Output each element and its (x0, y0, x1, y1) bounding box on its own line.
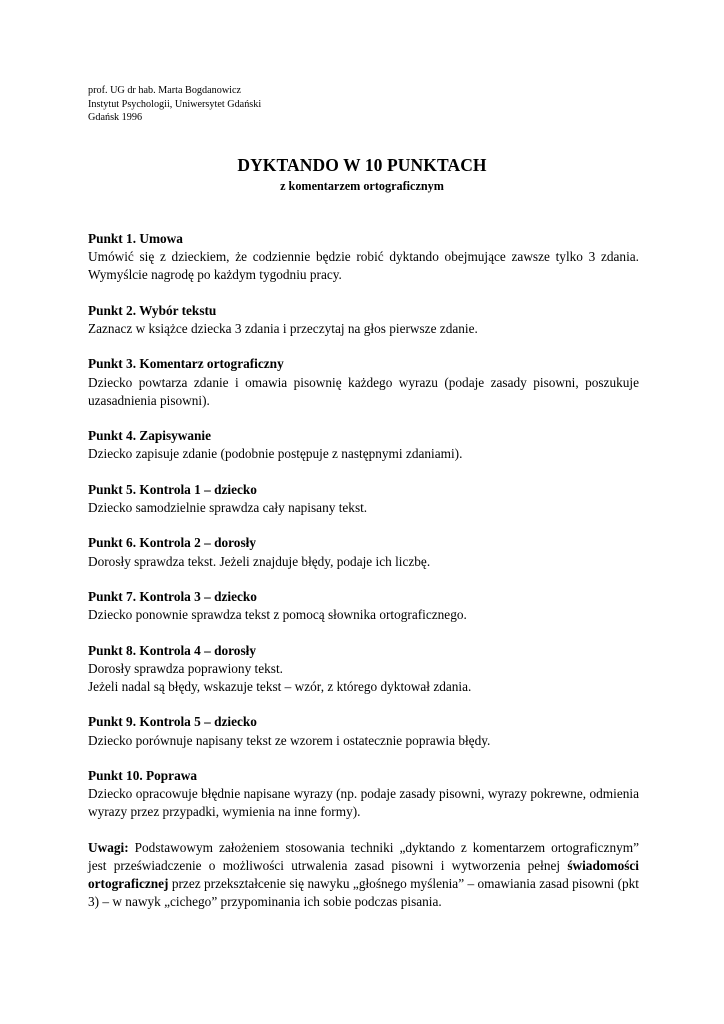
section-item (88, 427, 639, 463)
section-item (88, 481, 639, 517)
document-body (88, 230, 639, 912)
section-paragraph: Zaznacz w książce dziecka 3 zdania i przeczytaj na głos pierwsze zdanie. (88, 321, 478, 336)
section-body (88, 553, 639, 571)
section-heading: Punkt 9. Kontrola 5 – dziecko (88, 714, 257, 730)
section-heading: Punkt 10. Poprawa (88, 767, 197, 783)
section-body (88, 248, 639, 284)
section-item (88, 767, 639, 822)
section-paragraph: Dziecko ponownie sprawdza tekst z pomocą słownika ortograficznego. (88, 607, 467, 623)
section-body (88, 499, 639, 517)
author-place-date: Gdańsk 1996 (88, 112, 143, 123)
section-paragraph: Dziecko powtarza zdanie i omawia pisownię każdego wyrazu (podaje zasady pisowni, poszukuje uzasadnienia pisowni). (88, 374, 639, 408)
section-body (88, 785, 639, 821)
notes-emphasis: świadomości ortograficznej (88, 857, 639, 892)
section-item (88, 713, 639, 749)
author-info (88, 84, 261, 125)
author-name: prof. UG dr hab. Marta Bogdanowicz (88, 85, 242, 96)
section-item (88, 642, 639, 697)
section-body (88, 445, 639, 463)
notes-paragraph (88, 839, 639, 912)
section-paragraph: Dorosły sprawdza tekst. Jeżeli znajduje błędy, podaje ich liczbę. (88, 553, 431, 569)
section-body (88, 732, 639, 750)
section-paragraph: Dorosły sprawdza poprawiony tekst. (88, 660, 283, 676)
section-item (88, 302, 639, 338)
section-item (88, 355, 639, 410)
section-body (88, 660, 639, 696)
section-body (88, 374, 639, 410)
section-heading: Punkt 5. Kontrola 1 – dziecko (88, 481, 257, 497)
section-body (88, 320, 639, 338)
document-title: DYKTANDO W 10 PUNKTACH (237, 155, 487, 175)
section-paragraph: Jeżeli nadal są błędy, wskazuje tekst – wzór, z którego dyktował zdania. (88, 678, 472, 694)
section-item (88, 588, 639, 624)
section-heading: Punkt 2. Wybór tekstu (88, 302, 217, 318)
section-paragraph: Dziecko porównuje napisany tekst ze wzorem i ostatecznie poprawia błędy. (88, 732, 491, 748)
section-item (88, 230, 639, 285)
section-paragraph: Umówić się z dzieckiem, że codziennie będzie robić dyktando obejmujące zawsze tylko 3 zdania. Wymyślcie nagrodę po każdym tygodniu pracy. (88, 249, 639, 283)
sections-list (88, 230, 639, 822)
author-institution: Instytut Psychologii, Uniwersytet Gdański (88, 98, 262, 110)
document-subtitle: z komentarzem ortograficznym (280, 179, 444, 193)
notes-text-part-2: przez przekształcenie się nawyku „głośnego myślenia” – omawiania zasad pisowni (pkt 3) – w nawyk „cichego” przypominania ich sobie podczas pisania. (88, 876, 639, 910)
section-heading: Punkt 4. Zapisywanie (88, 428, 212, 444)
section-body (88, 606, 639, 624)
section-heading: Punkt 6. Kontrola 2 – dorosły (88, 535, 256, 551)
section-paragraph: Dziecko samodzielnie sprawdza cały napisany tekst. (88, 499, 368, 515)
section-heading: Punkt 8. Kontrola 4 – dorosły (88, 642, 256, 658)
section-heading: Punkt 1. Umowa (88, 231, 183, 246)
section-paragraph: Dziecko zapisuje zdanie (podobnie postępuje z następnymi zdaniami). (88, 446, 463, 462)
section-heading: Punkt 7. Kontrola 3 – dziecko (88, 588, 257, 604)
section-item (88, 534, 639, 570)
section-heading: Punkt 3. Komentarz ortograficzny (88, 356, 284, 372)
section-paragraph: Dziecko opracowuje błędnie napisane wyrazy (np. podaje zasady pisowni, wyrazy pokrewne, odmienia wyrazy przez przypadki, wymienia na inne formy). (88, 786, 639, 820)
notes-text-part-1: Podstawowym założeniem stosowania techniki „dyktando z komentarzem ortograficznym” jest przeświadczenie o możliwości utrwalenia zasad pisowni i wytworzenia pełnej (88, 839, 639, 873)
notes-label: Uwagi: (88, 839, 129, 855)
